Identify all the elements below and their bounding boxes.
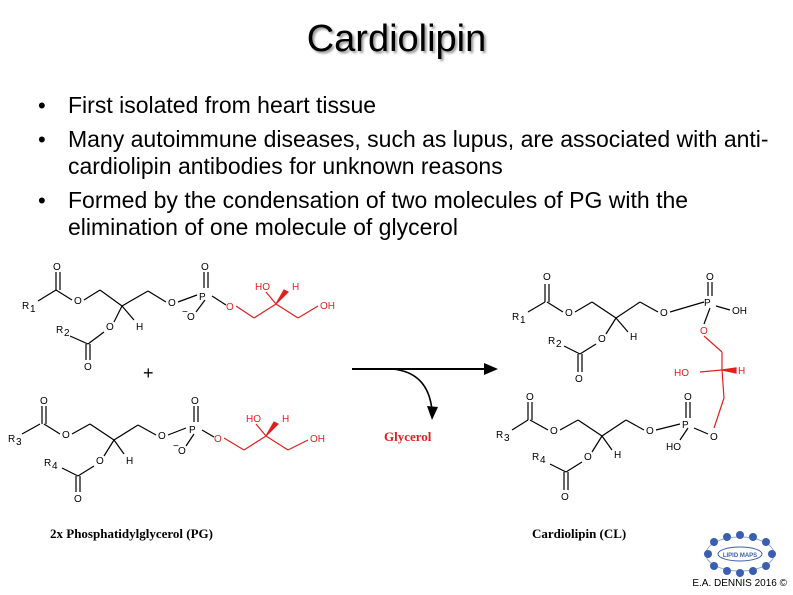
svg-text:O: O xyxy=(226,302,234,313)
svg-text:O: O xyxy=(526,392,534,403)
glycerol-head-top xyxy=(236,290,318,318)
cl-caption: Cardiolipin (CL) xyxy=(532,526,627,541)
svg-text:O: O xyxy=(96,456,104,467)
svg-text:HO: HO xyxy=(674,368,689,379)
pg-molecule-top xyxy=(38,272,226,360)
svg-text:4: 4 xyxy=(540,455,546,466)
cardiolipin-glycerol-bridge xyxy=(700,336,736,428)
credit-line xyxy=(692,578,787,589)
svg-text:R: R xyxy=(548,336,556,347)
svg-text:4: 4 xyxy=(52,461,58,472)
svg-text:H: H xyxy=(292,282,300,293)
svg-text:R: R xyxy=(496,430,504,441)
svg-text:R: R xyxy=(8,434,16,445)
svg-text:O: O xyxy=(565,308,573,319)
svg-text:O: O xyxy=(53,262,61,273)
svg-text:−: − xyxy=(182,307,188,318)
bullet-marker: • xyxy=(38,188,46,213)
svg-text:O: O xyxy=(598,334,606,345)
svg-text:O: O xyxy=(168,298,176,309)
svg-text:1: 1 xyxy=(30,304,36,315)
lipid-maps-logo xyxy=(704,531,776,577)
svg-text:O: O xyxy=(543,272,551,283)
svg-text:HO: HO xyxy=(246,414,261,425)
svg-text:O: O xyxy=(700,326,708,337)
svg-text:O: O xyxy=(201,262,209,273)
reaction-arrow xyxy=(352,363,498,420)
svg-text:P: P xyxy=(189,425,196,436)
svg-text:HO: HO xyxy=(666,442,681,453)
svg-text:P: P xyxy=(682,420,689,431)
svg-text:O: O xyxy=(646,426,654,437)
plus-sign: + xyxy=(143,363,154,383)
svg-text:HO: HO xyxy=(255,282,270,293)
svg-text:O: O xyxy=(584,452,592,463)
svg-text:2: 2 xyxy=(64,328,70,339)
svg-text:−: − xyxy=(173,441,179,452)
svg-text:P: P xyxy=(199,292,206,303)
svg-text:O: O xyxy=(40,396,48,407)
svg-text:O: O xyxy=(214,434,222,445)
bullet-text: First isolated from heart tissue xyxy=(68,92,377,118)
svg-text:O: O xyxy=(74,494,82,505)
svg-text:O: O xyxy=(84,362,92,373)
svg-text:O: O xyxy=(191,396,199,407)
svg-text:O: O xyxy=(575,374,583,385)
svg-text:H: H xyxy=(738,366,746,377)
pg-caption: 2x Phosphatidylglycerol (PG) xyxy=(50,526,213,541)
svg-text:1: 1 xyxy=(520,315,526,326)
svg-text:3: 3 xyxy=(16,437,22,448)
svg-text:P: P xyxy=(704,298,711,309)
svg-text:O: O xyxy=(561,492,569,503)
svg-text:O: O xyxy=(710,432,718,443)
svg-text:O: O xyxy=(706,272,714,283)
svg-text:R: R xyxy=(532,452,540,463)
credit-text: E.A. DENNIS 2016 xyxy=(692,578,777,589)
svg-text:R: R xyxy=(56,325,64,336)
bullet-marker: • xyxy=(38,127,46,152)
svg-text:OH: OH xyxy=(732,306,747,317)
svg-text:O: O xyxy=(684,392,692,403)
glycerol-byproduct-label: Glycerol xyxy=(384,429,432,444)
svg-text:H: H xyxy=(614,450,622,461)
svg-text:O: O xyxy=(178,446,186,457)
svg-text:H: H xyxy=(630,332,638,343)
cardiolipin-labels xyxy=(496,272,747,503)
svg-text:3: 3 xyxy=(504,433,510,444)
svg-text:OH: OH xyxy=(310,434,325,445)
svg-text:R: R xyxy=(44,458,52,469)
svg-text:R: R xyxy=(512,312,520,323)
svg-text:O: O xyxy=(187,312,195,323)
glycerol-head-bottom xyxy=(224,422,308,450)
svg-text:O: O xyxy=(74,296,82,307)
copyright-symbol: © xyxy=(779,578,787,589)
svg-text:H: H xyxy=(282,414,290,425)
logo-text: LIPID MAPS xyxy=(722,553,758,559)
svg-text:O: O xyxy=(158,431,166,442)
svg-text:OH: OH xyxy=(320,301,335,312)
svg-text:O: O xyxy=(660,308,668,319)
pg-labels-top xyxy=(22,262,335,373)
svg-text:H: H xyxy=(126,456,134,467)
svg-text:2: 2 xyxy=(556,339,562,350)
bullet-text: Formed by the condensation of two molecules of PG with the elimination of one molecule of glycerol xyxy=(68,187,689,240)
slide-title: Cardiolipin xyxy=(306,18,487,60)
svg-text:O: O xyxy=(106,322,114,333)
pg-labels-bottom xyxy=(8,396,325,505)
svg-text:H: H xyxy=(136,322,144,333)
bullet-text: Many autoimmune diseases, such as lupus, are associated with anti-cardiolipin antibodies for unknown reasons xyxy=(68,126,769,179)
svg-text:O: O xyxy=(550,426,558,437)
bullet-marker: • xyxy=(38,93,46,118)
svg-text:R: R xyxy=(22,301,30,312)
svg-text:O: O xyxy=(62,430,70,441)
